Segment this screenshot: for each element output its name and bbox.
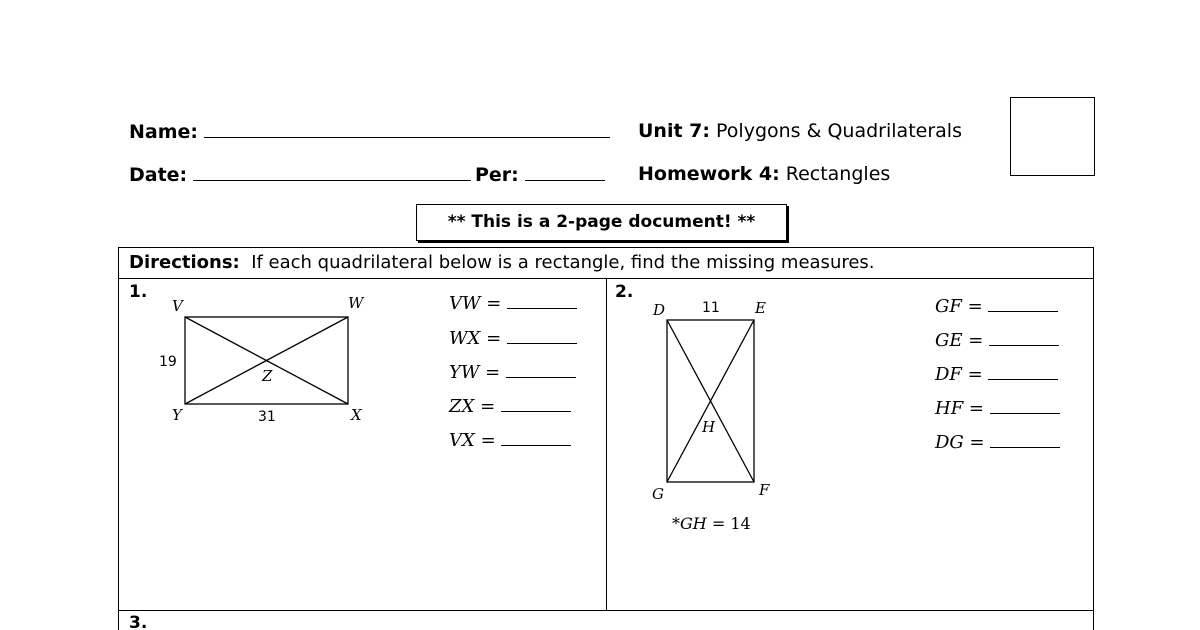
side-length-31: 31	[258, 409, 276, 425]
vertex-g: G	[652, 485, 664, 503]
question-gf-sign: =	[967, 296, 983, 317]
problem-1-number: 1.	[129, 282, 148, 302]
problem-2-number: 2.	[615, 282, 634, 302]
given-gh-value: = 14	[706, 514, 751, 533]
vertex-y: Y	[172, 406, 182, 424]
name-label: Name:	[129, 121, 199, 143]
question-dg-var: DG	[935, 432, 964, 453]
question-vx-var: VX	[449, 430, 475, 451]
question-wx-sign: =	[486, 328, 502, 349]
period-label: Per:	[475, 164, 519, 186]
vertex-w: W	[348, 294, 364, 312]
answer-dg[interactable]	[990, 434, 1060, 448]
center-h: H	[702, 418, 716, 436]
date-label: Date:	[129, 164, 188, 186]
question-dg-sign: =	[969, 432, 985, 453]
question-gf-var: GF	[935, 296, 962, 317]
problem-3-number: 3.	[129, 613, 148, 630]
vertex-e: E	[755, 299, 766, 317]
homework-label: Homework 4:	[638, 163, 780, 185]
center-z: Z	[262, 367, 273, 385]
question-ge-var: GE	[935, 330, 963, 351]
side-length-19: 19	[159, 354, 177, 370]
vertex-x: X	[351, 406, 362, 424]
answer-df[interactable]	[988, 366, 1058, 380]
question-yw-var: YW	[449, 362, 480, 383]
question-dg	[935, 432, 1060, 453]
homework-name: Rectangles	[785, 163, 891, 185]
directions-label: Directions:	[129, 252, 240, 273]
answer-hf[interactable]	[990, 400, 1060, 414]
question-zx-var: ZX	[449, 396, 475, 417]
given-gh-var: *GH	[672, 514, 707, 533]
question-df-var: DF	[935, 364, 962, 385]
question-hf	[935, 398, 1060, 419]
vertex-d: D	[653, 301, 666, 319]
question-wx-var: WX	[449, 328, 481, 349]
given-gh	[672, 514, 751, 533]
question-ge-sign: =	[968, 330, 984, 351]
unit-label: Unit 7:	[638, 120, 710, 142]
question-vw-var: VW	[449, 293, 481, 314]
directions-text: If each quadrilateral below is a rectangle, find the missing measures.	[251, 252, 875, 273]
question-ge	[935, 330, 1059, 351]
side-length-11: 11	[702, 300, 720, 316]
question-hf-sign: =	[968, 398, 985, 419]
question-vw-sign: =	[486, 293, 502, 314]
question-yw-sign: =	[485, 362, 501, 383]
vertex-f: F	[759, 481, 770, 499]
unit-name: Polygons & Quadrilaterals	[716, 120, 962, 142]
question-df-sign: =	[967, 364, 983, 385]
question-zx-sign: =	[480, 396, 496, 417]
question-gf	[935, 296, 1058, 317]
page-notice: ** This is a 2-page document! **	[416, 204, 787, 241]
answer-ge[interactable]	[989, 332, 1059, 346]
question-hf-var: HF	[935, 398, 964, 419]
question-df	[935, 364, 1058, 385]
answer-gf[interactable]	[988, 298, 1058, 312]
vertex-v: V	[172, 297, 183, 315]
question-vx-sign: =	[480, 430, 496, 451]
